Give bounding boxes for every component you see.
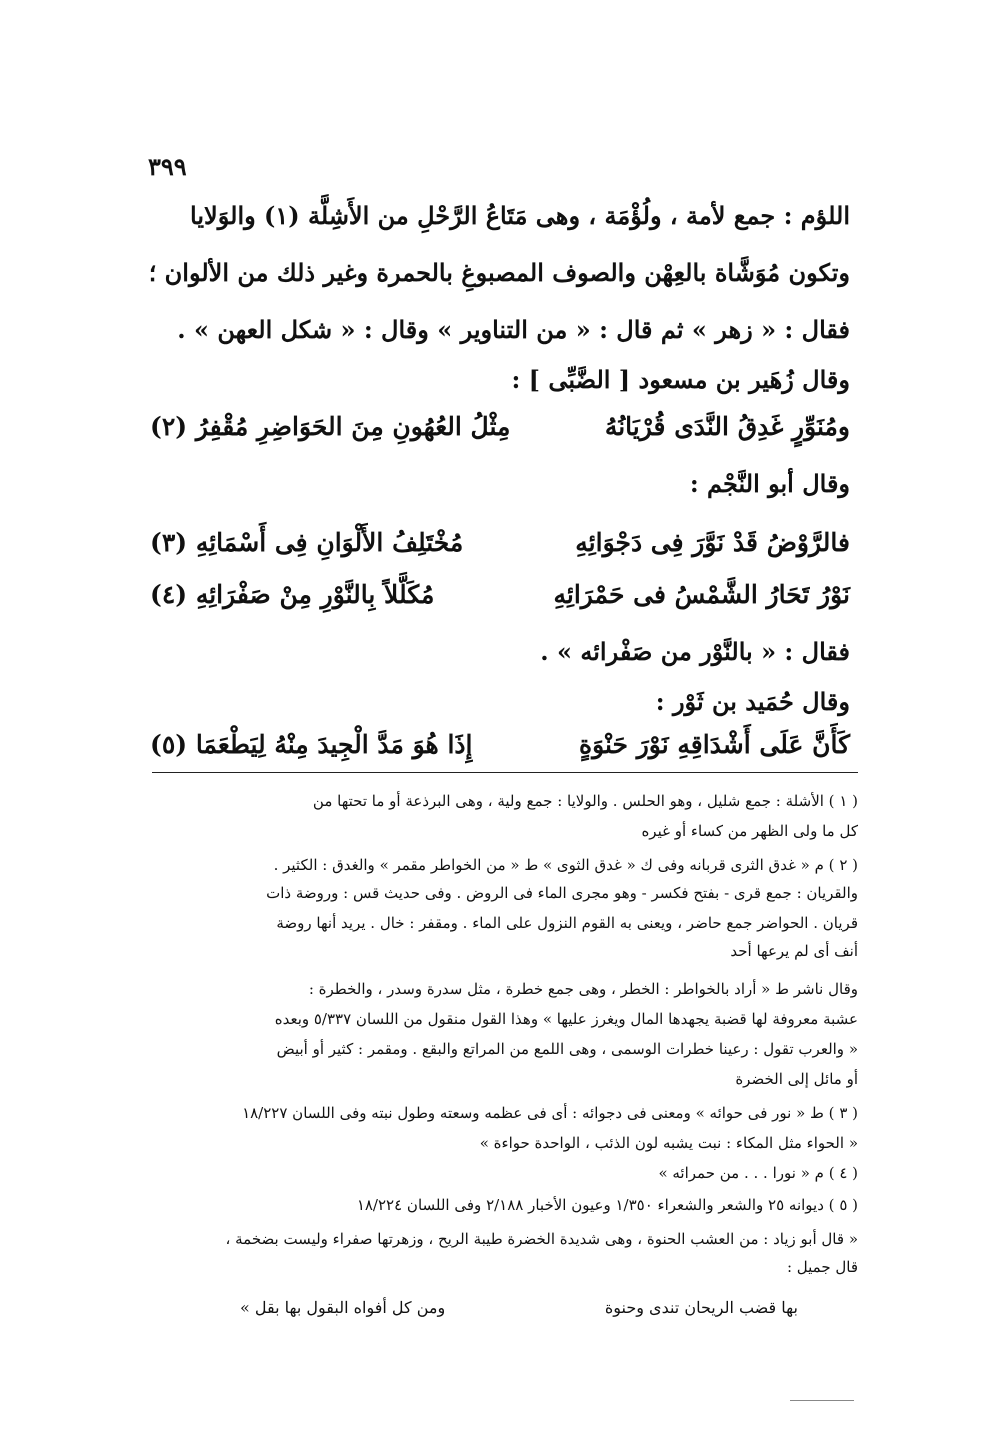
footnote-line: « والعرب تقول : رعينا خطرات الوسمى ، وهى اللمع من المراتع والبقع . ومقمر : كثير أو أبيض [276, 1040, 858, 1058]
verse-3-first-hemistich: نَوْرُ تَحَارُ الشَّمْسُ فى حَمْرَائِهِ [553, 580, 850, 609]
footnote-line: ( ٢ ) م « غدق الثرى قربانه وفى ك « غدق الثوى » ط « من الخواطر مقمر » والغدق : الكثير . [273, 856, 858, 874]
verse-4 [150, 730, 850, 770]
body-line-3: فقال : « زهر » ثم قال : « من التناوير » وقال : « شكل العهن » . [177, 315, 850, 344]
footnote-line: قال جميل : [786, 1258, 858, 1276]
footnote-line: كل ما ولى الظهر من كساء أو غيره [641, 822, 858, 840]
footnote-line: أو مائل إلى الخضرة [735, 1070, 858, 1088]
footnote-line: « الحواء مثل المكاء : نبت يشبه لون الذئب ، الواحدة حواءة » [479, 1134, 858, 1152]
footnote-line: ( ١ ) الأشلة : جمع شليل ، وهو الحلس . والولايا : جمع ولية ، وهى البرذعة أو ما تحتها من [312, 792, 858, 810]
verse-2-first-hemistich: فالرَّوْضُ قَدْ نَوَّرَ فِى دَجْوَائِهِ [575, 528, 850, 557]
footnote-line: ( ٣ ) ط « نور فى حوائه » ومعنى فى دجوائه : أى فى عظمه وسعته وطول نبته وفى اللسان ١٨/٢٢٧ [242, 1104, 858, 1122]
bottom-rule [790, 1400, 854, 1401]
footnote-line: ( ٥ ) ديوانه ٢٥ والشعر والشعراء ١/٣٥٠ وعيون الأخبار ٢/١٨٨ وفى اللسان ١٨/٢٢٤ [356, 1196, 858, 1214]
body-line-4: وقال زُهَير بن مسعود [ الضَّبِّى ] : [511, 365, 850, 394]
footnote-line: وقال ناشر ط « أراد بالخواطر : الخطر ، وهى جمع خطرة ، مثل سدرة وسدر ، والخطرة : [308, 980, 858, 998]
body-line-faqal: فقال : « بالنَّوْر من صَفْرائه » . [540, 637, 850, 666]
verse-4-second-hemistich: إِذَا هُوَ مَدَّ الْجِيدَ مِنْهُ لِيَطْعَمَا (٥) [150, 730, 473, 759]
footnote-verse-second-hemistich: ومن كل أفواه البقول بها بقل » [240, 1298, 446, 1317]
body-line-abu-najm: وقال أبو النَّجْم : [689, 469, 850, 498]
verse-3-second-hemistich: مُكَلَّلاً بِالنَّوْرِ مِنْ صَفْرَائِهِ (٤) [150, 580, 435, 609]
verse-2-second-hemistich: مُخْتَلِفُ الأَلْوَانِ فِى أَسْمَائِهِ (٣) [150, 528, 464, 557]
verse-1-second-hemistich: مِثْلُ العُهُونِ مِنَ الحَوَاضِرِ مُقْفِرُ (٢) [150, 412, 511, 441]
verse-2 [150, 528, 850, 568]
footnote-line: عشبة معروفة لها قضبة يجهدها المال ويغرز عليها » وهذا القول منقول من اللسان ٥/٣٣٧ وبعده [274, 1010, 858, 1028]
body-line-humaid: وقال حُمَيد بن ثَوْر : [655, 687, 850, 716]
footnote-line: والقريان : جمع قرى - بفتح فكسر - وهو مجرى الماء فى الروض . وفى حديث قس : وروضة ذات [266, 884, 858, 902]
page-number: ٣٩٩ [148, 152, 187, 181]
footnote-line: أنف أى لم يرعها أحد [730, 942, 858, 960]
verse-1-first-hemistich: ومُنَوِّرٍ غَدِقُ النَّدَى قُرْيَانُهُ [604, 412, 850, 441]
verse-1 [150, 412, 850, 452]
body-line-1: اللؤم : جمع لأمة ، ولُؤْمَة ، وهى مَتَاعُ الرَّحْلِ من الأَشِلَّة (١) والوَلايا [190, 201, 850, 230]
footnote-line: « قال أبو زياد : من العشب الحنوة ، وهى شديدة الخضرة طيبة الريح ، وزهرتها صفراء وليست بضخمة ، [225, 1230, 858, 1248]
verse-4-first-hemistich: كَأَنَّ عَلَى أَشْدَاقِهِ نَوْرَ حَنْوَةٍ [579, 730, 850, 759]
verse-3 [150, 580, 850, 620]
footnote-verse-first-hemistich: بها قضب الريحان تندى وحنوة [604, 1298, 798, 1317]
footnote-line: ( ٤ ) م « نورا . . . من حمرائه » [658, 1164, 858, 1182]
footnote-line: قريان . الحواضر جمع حاضر ، ويعنى به القوم النزول على الماء . ومقفر : خال . يريد أنها روضة [276, 914, 858, 932]
body-line-2: وتكون مُوَشَّاة بالعِهْن والصوف المصبوغِ بالحمرة وغير ذلك من الألوان ؛ [148, 258, 850, 287]
footnote-separator [152, 772, 858, 773]
